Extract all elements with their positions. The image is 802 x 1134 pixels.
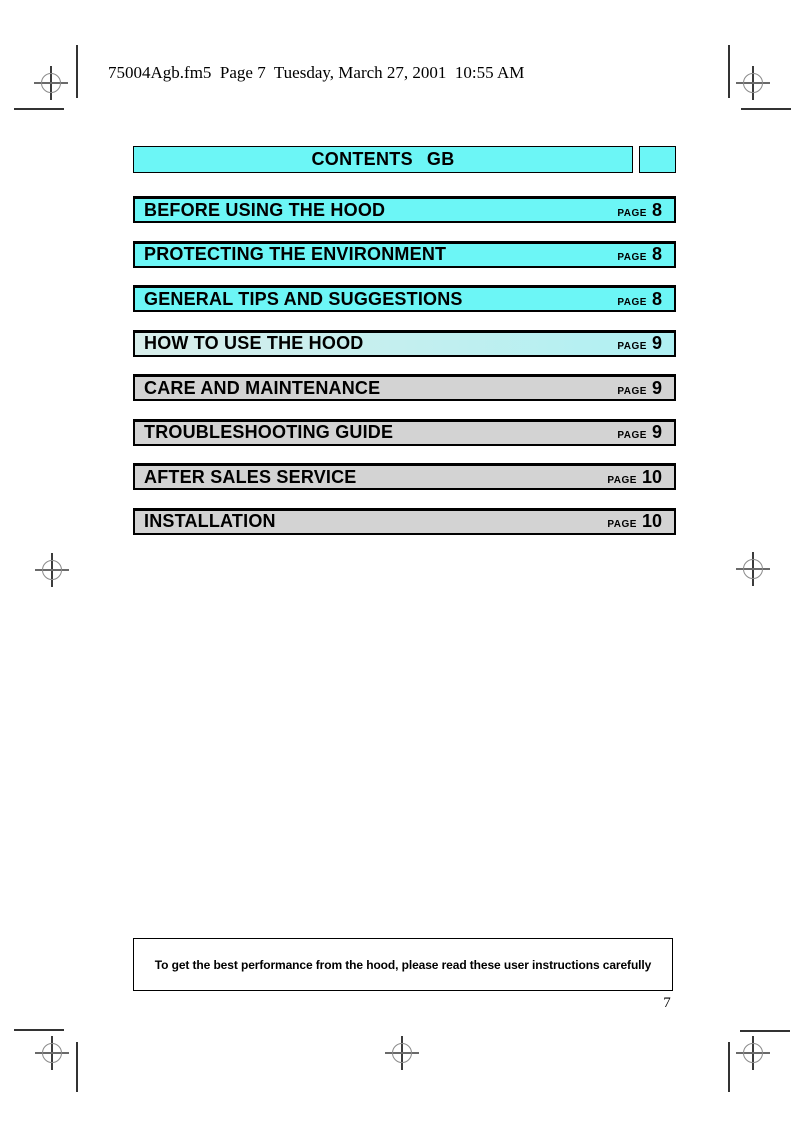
registration-mark-icon bbox=[385, 1036, 419, 1070]
footer-note-text: To get the best performance from the hood, please read these user instructions carefully bbox=[154, 957, 652, 972]
page-number: 10 bbox=[641, 511, 662, 531]
crop-line bbox=[14, 1029, 64, 1031]
toc-row bbox=[133, 508, 676, 535]
toc-row bbox=[133, 196, 676, 223]
print-header-text: 75004Agb.fm5 Page 7 Tuesday, March 27, 2001 10:55 AM bbox=[108, 63, 525, 82]
page-word: PAGE bbox=[617, 385, 647, 397]
contents-title-bar bbox=[133, 146, 633, 173]
page-word: PAGE bbox=[617, 252, 647, 263]
crop-line bbox=[14, 108, 64, 110]
page-number: 10 bbox=[641, 466, 662, 487]
contents-language-code: GB bbox=[426, 149, 455, 169]
page-number: 9 bbox=[651, 333, 662, 353]
page-number: 9 bbox=[651, 422, 662, 442]
page-word: PAGE bbox=[617, 341, 647, 352]
contents-title-row bbox=[133, 146, 676, 173]
page-word: PAGE bbox=[607, 474, 637, 486]
title-side-box bbox=[639, 146, 676, 173]
registration-mark-icon bbox=[34, 66, 68, 100]
page-word: PAGE bbox=[607, 519, 637, 530]
crop-line bbox=[728, 1042, 730, 1092]
toc-row-page-ref bbox=[617, 289, 662, 310]
page-number: 9 bbox=[651, 377, 662, 398]
toc-row-page-ref bbox=[617, 378, 662, 399]
crop-line bbox=[76, 45, 78, 98]
contents-title: CONTENTS bbox=[311, 149, 413, 169]
toc-row-page-ref bbox=[617, 422, 662, 443]
page-number: 8 bbox=[651, 199, 662, 220]
toc-row-label: TROUBLESHOOTING GUIDE bbox=[144, 422, 394, 442]
toc-row-label: AFTER SALES SERVICE bbox=[144, 466, 357, 487]
toc-row-page-ref bbox=[607, 467, 662, 488]
toc-row-label: GENERAL TIPS AND SUGGESTIONS bbox=[144, 288, 463, 309]
toc-row bbox=[133, 463, 676, 490]
page-number: 8 bbox=[651, 244, 662, 264]
toc-row bbox=[133, 241, 676, 268]
toc-row-label: BEFORE USING THE HOOD bbox=[144, 199, 386, 220]
toc-row-label: INSTALLATION bbox=[144, 511, 276, 531]
toc-row bbox=[133, 374, 676, 401]
page-number: 8 bbox=[651, 288, 662, 309]
page-word: PAGE bbox=[617, 296, 647, 308]
toc-row-page-ref bbox=[617, 244, 662, 265]
registration-mark-icon bbox=[736, 66, 770, 100]
folio-page-number: 7 bbox=[663, 995, 671, 1011]
registration-mark-icon bbox=[736, 1036, 770, 1070]
crop-line bbox=[76, 1042, 78, 1092]
footer-note-box bbox=[133, 938, 673, 991]
toc-row bbox=[133, 285, 676, 312]
table-of-contents bbox=[133, 196, 676, 552]
crop-line bbox=[728, 45, 730, 98]
registration-mark-icon bbox=[35, 1036, 69, 1070]
registration-mark-icon bbox=[35, 553, 69, 587]
toc-row-page-ref bbox=[617, 200, 662, 221]
toc-row-label: CARE AND MAINTENANCE bbox=[144, 377, 381, 398]
crop-line bbox=[740, 1030, 790, 1032]
toc-row-label: HOW TO USE THE HOOD bbox=[144, 333, 364, 353]
crop-line bbox=[741, 108, 791, 110]
toc-row-page-ref bbox=[607, 511, 662, 532]
toc-row bbox=[133, 419, 676, 446]
toc-row-label: PROTECTING THE ENVIRONMENT bbox=[144, 244, 447, 264]
toc-row bbox=[133, 330, 676, 357]
registration-mark-icon bbox=[736, 552, 770, 586]
page-word: PAGE bbox=[617, 430, 647, 441]
toc-row-page-ref bbox=[617, 333, 662, 354]
page-word: PAGE bbox=[617, 207, 647, 219]
